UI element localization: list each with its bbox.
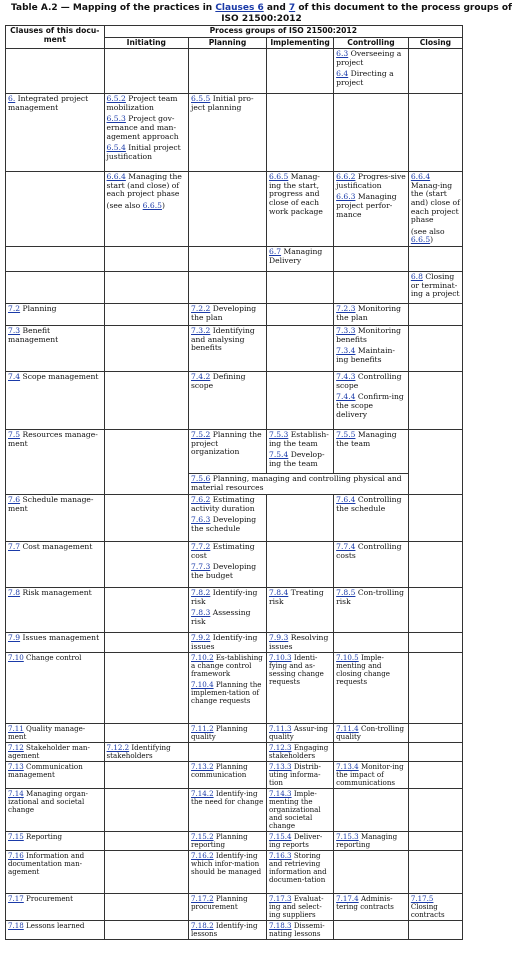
clause-7-18: 7.18 Lessons learned	[6, 921, 105, 940]
ref-link[interactable]: 7.17.2	[191, 894, 214, 904]
ref-link[interactable]: 7.8.3	[191, 608, 211, 618]
table-row: 7.5 Resources manage-ment 7.5.2 Planning the project organization 7.5.3 Establish-ing the team 7.5.4 Develop-ing the team 7.5.5 Managing the team	[6, 430, 463, 474]
header-implementing: Implementing	[266, 37, 333, 49]
ref-link[interactable]: 7.2.3	[336, 304, 356, 314]
practice-6-8: 6.8 Closing or terminat-ing a project	[410, 272, 460, 299]
ref-link[interactable]: 7.10.5	[336, 653, 359, 663]
table-row: 7.3 Benefit management 7.3.2 Identifying and analysing benefits 7.3.3 Monitoring benefits 7.3.4 Maintain-ing benefits	[6, 326, 463, 372]
ref-link[interactable]: 7.16.2	[191, 851, 214, 861]
ref-link[interactable]: 7.17.3	[268, 894, 292, 904]
ref-link[interactable]: 7.12.2	[106, 743, 130, 753]
ref-link[interactable]: 7.5.6	[191, 474, 211, 484]
ref-link[interactable]: 6.6.4	[106, 172, 126, 182]
ref-link[interactable]: 7.15	[8, 832, 24, 842]
ref-link[interactable]: 7.6.3	[191, 515, 211, 525]
header-planning: Planning	[189, 37, 267, 49]
ref-link[interactable]: 7.3.4	[336, 346, 356, 356]
ref-link[interactable]: 7.15.2	[191, 832, 214, 842]
practice-6-5-3: 6.5.3 Project gov-ernance and man-agement approach	[106, 114, 179, 141]
clause-7-7: 7.7 Cost management	[6, 542, 105, 588]
ref-link[interactable]: 6.4	[336, 69, 349, 79]
table-row: 7.17 Procurement 7.17.2 Planning procurement 7.17.3 Evaluat-ing and select-ing suppliers 7.17.4 Adminis-tering contracts 7.17.5 Closing contracts	[6, 894, 463, 921]
table-row: 7.7 Cost management 7.7.2 Estimating cost 7.7.3 Developing the budget 7.7.4 Controlling costs	[6, 542, 463, 588]
ref-link[interactable]: 7.8	[8, 588, 21, 598]
ref-link[interactable]: 7.12.3	[268, 743, 292, 753]
clause-7-4: 7.4 Scope management	[6, 372, 105, 430]
practice-6-4: 6.4 Directing a project	[336, 69, 394, 87]
clause-7-11: 7.11 Quality manage-ment	[6, 724, 105, 743]
ref-link[interactable]: 6.6.5	[142, 200, 162, 210]
ref-link[interactable]: 7.8.5	[336, 588, 356, 598]
ref-link[interactable]: 7.6.2	[191, 495, 211, 505]
clause-7-6: 7.6 Schedule manage-ment	[6, 495, 105, 542]
ref-link[interactable]: 6.6.4	[410, 172, 431, 182]
clause-6: 6. Integrated project management	[6, 94, 105, 172]
header-clauses: Clauses of this docu-ment	[6, 26, 105, 49]
ref-link[interactable]: 7.17.4	[336, 894, 359, 904]
practice-6-5-5: 6.5.5 Initial pro-ject planning	[191, 94, 254, 112]
clause-7-10: 7.10 Change control	[6, 653, 105, 724]
table-row: 7.2 Planning 7.2.2 Developing the plan 7.2.3 Monitoring the plan	[6, 304, 463, 326]
ref-link[interactable]: 7.5.2	[191, 430, 211, 440]
ref-link[interactable]: 7.6.4	[336, 495, 356, 505]
ref-link[interactable]: 7.17.5	[410, 894, 434, 904]
table-row: 7.14 Managing organ-izational and societal change 7.14.2 Identify-ing the need for change 7.14.3 Imple-menting the organizational and societal change	[6, 789, 463, 832]
clause-7-15: 7.15 Reporting	[6, 832, 105, 851]
ref-link[interactable]: 6.6.2	[336, 172, 356, 182]
table-title	[0, 0, 523, 25]
table-row: 7.9 Issues management 7.9.2 Identify-ing issues 7.9.3 Resolving issues	[6, 633, 463, 653]
ref-link[interactable]: 7.9	[8, 633, 21, 643]
ref-link[interactable]: 7.13	[8, 762, 24, 772]
ref-link[interactable]: 7.9.3	[268, 633, 289, 643]
ref-link[interactable]: 7.8.2	[191, 588, 211, 598]
ref-link[interactable]: 6.5.2	[106, 94, 126, 104]
ref-link[interactable]: 7.9.2	[191, 633, 211, 643]
ref-link[interactable]: 7.2.2	[191, 304, 211, 314]
title-suffix: of this document to the process groups of ISO 21500:2012	[221, 3, 512, 24]
ref-link[interactable]: 7.7.2	[191, 542, 211, 552]
mapping-table	[5, 25, 463, 940]
practice-6-6-4-closing: 6.6.4 Manag-ing the (start and) close of each project phase	[410, 172, 460, 225]
table-row: 7.4 Scope management 7.4.2 Defining scope 7.4.3 Controlling scope 7.4.4 Confirm-ing the scope delivery	[6, 372, 463, 430]
ref-link[interactable]: 7.3	[8, 326, 21, 336]
clause-7-12: 7.12 Stakeholder man-agement	[6, 743, 105, 762]
table-row: 7.6 Schedule manage-ment 7.6.2 Estimating activity duration 7.6.3 Developing the schedule 7.6.4 Controlling the schedule	[6, 495, 463, 542]
practice-6-6-2: 6.6.2 Progres-sive justification	[336, 172, 406, 190]
ref-link[interactable]: 7.16.3	[268, 851, 292, 861]
ref-link[interactable]: 7.11.4	[336, 724, 359, 734]
ref-link[interactable]: 7.4.4	[336, 392, 356, 402]
table-row	[6, 49, 463, 94]
practice-6-5-4: 6.5.4 Initial project justification	[106, 143, 181, 161]
table-row: 7.18 Lessons learned 7.18.2 Identify-ing lessons 7.18.3 Dissemi-nating lessons	[6, 921, 463, 940]
ref-link[interactable]: 7.15.4	[268, 832, 292, 842]
ref-link[interactable]: 6.7	[268, 247, 282, 257]
table-row: 7.8 Risk management 7.8.2 Identify-ing risk 7.8.3 Assessing risk 7.8.4 Treating risk 7.8.5 Con-trolling risk	[6, 588, 463, 633]
clause-7-5: 7.5 Resources manage-ment	[6, 430, 105, 495]
ref-link[interactable]: 7.6	[8, 495, 21, 505]
ref-link[interactable]: 7.3.3	[336, 326, 356, 336]
ref-link[interactable]: 6.3	[336, 49, 349, 59]
title-prefix: Table A.2 — Mapping of the practices in	[11, 3, 216, 13]
header-controlling: Controlling	[334, 37, 409, 49]
table-row	[6, 272, 463, 304]
practice-7-5-6: 7.5.6 Planning, managing and controlling physical and material resources	[189, 474, 409, 495]
ref-link[interactable]: 7.13.2	[191, 762, 214, 772]
clauses-6-link[interactable]: Clauses 6	[215, 3, 264, 13]
ref-link[interactable]: 7.5	[8, 430, 21, 440]
ref-link[interactable]: 6.8	[410, 272, 423, 282]
ref-link[interactable]: 6.5.5	[191, 94, 211, 104]
table-row	[6, 172, 463, 247]
ref-link[interactable]: 7.18.2	[191, 921, 214, 931]
ref-link[interactable]: 7.8.4	[268, 588, 289, 598]
ref-link[interactable]: 7.7	[8, 542, 21, 552]
table-row: 7.16 Information and documentation man-agement 7.16.2 Identify-ing which infor-mation should be managed 7.16.3 Storing and retrieving information and documen-tation	[6, 851, 463, 894]
table-row: 7.12 Stakeholder man-agement 7.12.2 Identifying stakeholders 7.12.3 Engaging stakeholders	[6, 743, 463, 762]
practice-6-6-5: 6.6.5 Manag-ing the start, progress and close of each work package	[268, 172, 323, 216]
ref-link[interactable]: 7.14.2	[191, 789, 214, 799]
ref-link[interactable]: 7.12	[8, 743, 24, 753]
ref-link[interactable]: 7.5.3	[268, 430, 289, 440]
table-row: 7.13 Communication management 7.13.2 Planning communication 7.13.3 Distrib-uting informa-tion 7.13.4 Monitor-ing the impact of communications	[6, 762, 463, 789]
clause-7-8: 7.8 Risk management	[6, 588, 105, 633]
ref-link[interactable]: 7.11	[8, 724, 24, 734]
header-process-groups: Process groups of ISO 21500:2012	[104, 26, 462, 38]
clause-7-14: 7.14 Managing organ-izational and societal change	[6, 789, 105, 832]
ref-link[interactable]: 7.13.3	[268, 762, 292, 772]
ref-link[interactable]: 7.3.2	[191, 326, 211, 336]
see-also-note: (see also 6.6.5)	[410, 226, 445, 245]
ref-link[interactable]: 6.6.3	[336, 192, 356, 202]
ref-link[interactable]: 7.11.3	[268, 724, 292, 734]
clause-7-3: 7.3 Benefit management	[6, 326, 105, 372]
clause-7-13: 7.13 Communication management	[6, 762, 105, 789]
ref-link[interactable]: 7.4	[8, 372, 21, 382]
table-row: 7.10 Change control 7.10.2 Es-tablishing a change control framework 7.10.4 Planning the implemen-tation of change requests 7.10.3 Identi-fying and as-sessing change requests 7.10.5 Imple-menting and closing change requests	[6, 653, 463, 724]
table-row	[6, 94, 463, 172]
table-row: 7.11 Quality manage-ment 7.11.2 Planning quality 7.11.3 Assur-ing quality 7.11.4 Con-trolling quality	[6, 724, 463, 743]
ref-link[interactable]: 7.14	[8, 789, 24, 799]
ref-link[interactable]: 7.10.3	[268, 653, 292, 663]
ref-link[interactable]: 7.16	[8, 851, 24, 861]
clause-7-17: 7.17 Procurement	[6, 894, 105, 921]
ref-link[interactable]: 7.5.4	[268, 450, 289, 460]
ref-link[interactable]: 7.11.2	[191, 724, 214, 734]
practice-6-6-3: 6.6.3 Managing project perfor-mance	[336, 192, 397, 219]
ref-link[interactable]: 7.2	[8, 304, 21, 314]
practice-6-3: 6.3 Overseeing a project	[336, 49, 402, 67]
ref-link[interactable]: 6.5.3	[106, 114, 126, 124]
ref-link[interactable]: 7.4.3	[336, 372, 356, 382]
ref-link[interactable]: 6.6.5	[268, 172, 289, 182]
practice-6-7: 6.7 Managing Delivery	[268, 247, 323, 265]
title-mid: and	[263, 3, 289, 13]
table-row	[6, 247, 463, 272]
clause-7-9: 7.9 Issues management	[6, 633, 105, 653]
ref-link[interactable]: 7.10.4	[191, 680, 214, 690]
ref-link[interactable]: 7.18	[8, 921, 24, 931]
header-initiating: Initiating	[104, 37, 188, 49]
clause-7-link[interactable]: 7	[288, 3, 296, 13]
ref-link[interactable]: 7.10.2	[191, 653, 214, 663]
ref-link[interactable]: 6.	[8, 94, 16, 104]
ref-link[interactable]: 7.7.4	[336, 542, 356, 552]
ref-link[interactable]: 7.15.3	[336, 832, 359, 842]
ref-link[interactable]: 7.10	[8, 653, 24, 663]
ref-link[interactable]: 7.18.3	[268, 921, 292, 931]
ref-link[interactable]: 7.17	[8, 894, 24, 904]
ref-link[interactable]: 6.6.5	[410, 235, 431, 245]
practice-6-6-4: 6.6.4 Managing the start (and close) of each project phase	[106, 172, 182, 199]
ref-link[interactable]: 7.7.3	[191, 562, 211, 572]
ref-link[interactable]: 7.4.2	[191, 372, 211, 382]
ref-link[interactable]: 7.13.4	[336, 762, 359, 772]
clause-7-16: 7.16 Information and documentation man-agement	[6, 851, 105, 894]
see-also-note: (see also 6.6.5)	[106, 200, 165, 210]
practice-6-5-2: 6.5.2 Project team mobilization	[106, 94, 178, 112]
ref-link[interactable]: 7.14.3	[268, 789, 292, 799]
ref-link[interactable]: 7.5.5	[336, 430, 356, 440]
table-row: 7.15 Reporting 7.15.2 Planning reporting 7.15.4 Deliver-ing reports 7.15.3 Managing reporting	[6, 832, 463, 851]
header-closing: Closing	[408, 37, 462, 49]
clause-7-2: 7.2 Planning	[6, 304, 105, 326]
ref-link[interactable]: 6.5.4	[106, 143, 126, 153]
